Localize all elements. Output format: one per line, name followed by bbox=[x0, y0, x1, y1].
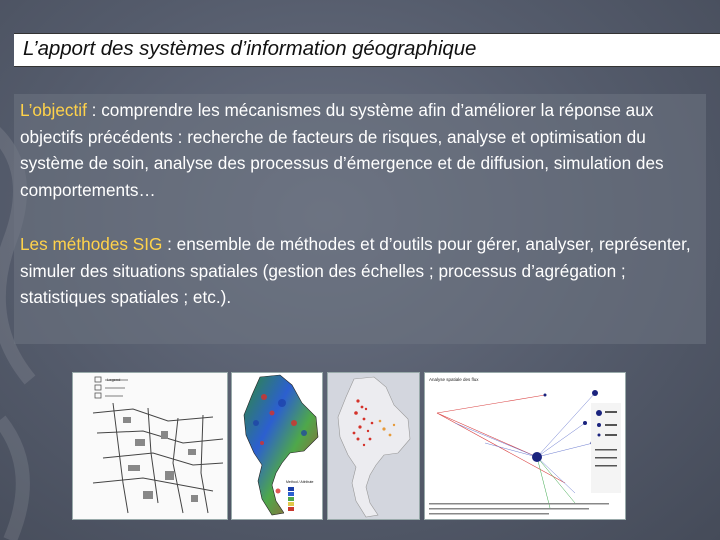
thailand-choropleth-thumbnail bbox=[231, 372, 323, 520]
title-bar bbox=[14, 33, 720, 67]
street-map-legend: Legend bbox=[107, 377, 121, 382]
flow-diagram-caption: Analyse spatiale des flux bbox=[429, 377, 479, 382]
objective-label: L’objectif bbox=[20, 100, 87, 120]
methods-label: Les méthodes SIG bbox=[20, 234, 163, 254]
street-map-thumbnail bbox=[72, 372, 228, 520]
slide-title: L’apport des systèmes d’information géographique bbox=[23, 37, 477, 60]
methods-paragraph bbox=[20, 231, 710, 311]
thailand-points-thumbnail bbox=[327, 372, 420, 520]
choropleth-legend: Method / Attribute bbox=[286, 480, 314, 484]
objective-paragraph bbox=[20, 97, 710, 203]
flow-diagram-thumbnail bbox=[424, 372, 626, 520]
objective-text: : comprendre les mécanismes du système afin d’améliorer la réponse aux objectifs précédents : recherche de facteurs de risques, analyse et optimisation du système de soin, analyse des processus d’émergence et de diffusion, simulation des comportements… bbox=[20, 100, 664, 200]
methods-text: : ensemble de méthodes et d’outils pour gérer, analyser, représenter, simuler des situations spatiales (gestion des échelles ; processus d’agrégation ; statistiques spatiales ; etc.). bbox=[20, 234, 691, 307]
